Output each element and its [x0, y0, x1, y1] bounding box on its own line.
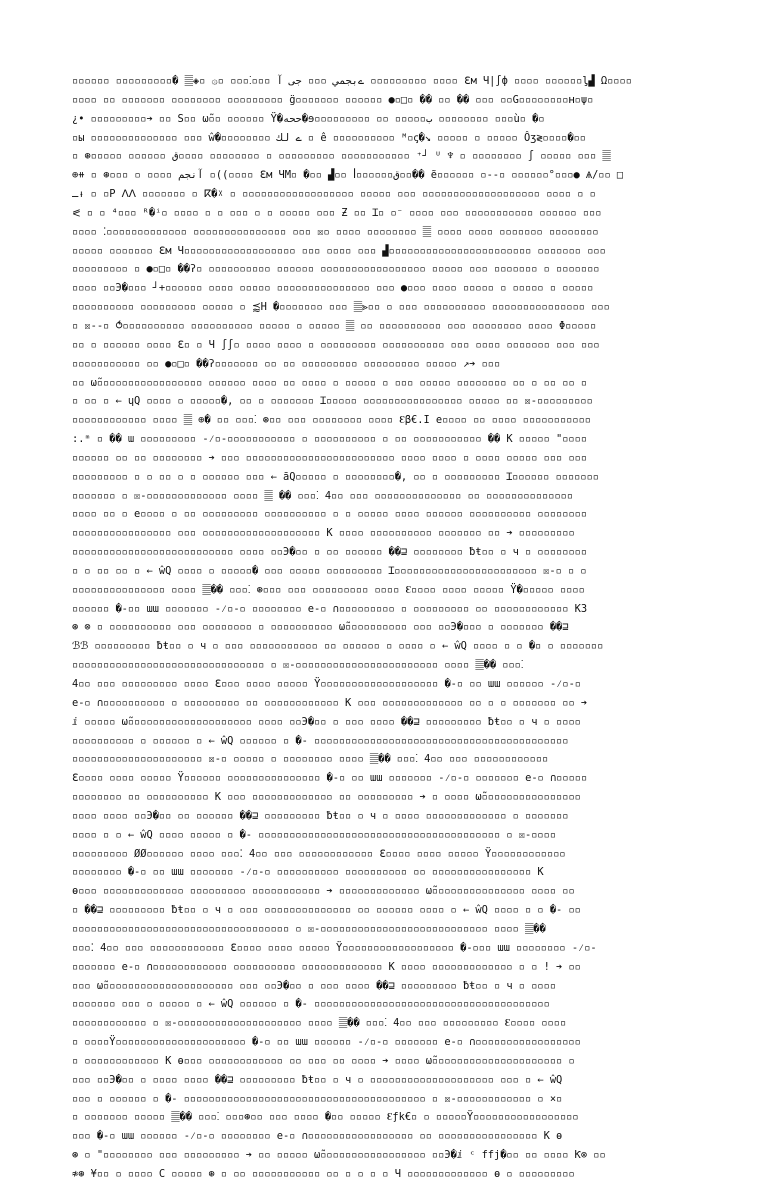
- text-line: ¿• ▫▫▫▫▫▫▫▫▫➔ ▫▫ S▫▫ ω̃▫▫ ▫▫▫▫▫▫ Ÿ�ححه�ɘ▫▫▫▫▫▫▫▫▫ ▫▫ ▫▫▫▫▫ب ▫▫▫▫▫▫▫▫ ▫▫▫ù▫ �▫: [72, 112, 545, 125]
- text-line: ⊕⧺ ▫ ⊛▫▫▫ ▫ ▫▫▫▫ آنجم ▫((▫▫▫▫ ℇм ЧМ▫ �▫▫ ▟▫▫ ꟾ▫▫▫▫▫▫ق▫▫�� ẽ▫▫▫▫▫▫ ▫--▫ ▫▫▫▫▫▫°▫▫▫● Ѧ/▫▫ □: [72, 169, 624, 182]
- text-line: ▫▫▫▫▫ ▫▫▫▫▫▫▫ ℇм Ч▫▫▫▫▫▫▫▫▫▫▫▫▫▫▫▫▫▫ ▫▫▫ ▫▫▫▫ ▫▫▫ ▟▫▫▫▫▫▫▫▫▫▫▫▫▫▫▫▫▫▫▫▫▫▫▫ ▫▫▫▫▫▫▫ ▫▫▫: [72, 244, 606, 257]
- text-line: ▫▫ ▫ ▫▫▫▫▫▫ ▫▫▫▫ ℇ▫ ▫ Ч ∫∫▫ ▫▫▫▫ ▫▫▫▫ ▫ ▫▫▫▫▫▫▫▫▫ ▫▫▫▫▫▫▫▫▫▫ ▫▫▫ ▫▫▫▫ ▫▫▫▫▫▫▫ ▫▫▫ ▫▫▫: [72, 338, 600, 351]
- text-line: ▫▫▫▫▫▫▫▫▫▫▫▫▫▫▫▫▫▫▫▫▫▫▫▫▫▫ ▫▫▫▫ ▫▫Э�▫▫ ▫ ▫▫ ▫▫▫▫▫▫ ��⊒ ▫▫▫▫▫▫▫▫ ƀŧ▫▫ ▫ ч ▫ ▫▫▫▫▫▫▫▫: [72, 546, 588, 559]
- text-line: ▫▫▫▫▫▫ �-▫▫ ɯɯ ▫▫▫▫▫▫▫ -⁄▫-▫ ▫▫▫▫▫▫▫▫ e-▫ ∩▫▫▫▫▫▫▫▫▫ ▫ ▫▫▫▫▫▫▫▫▫ ▫▫ ▫▫▫▫▫▫▫▫▫▫▫▫ K3: [72, 602, 588, 615]
- text-line: ▫▫▫ ▫▫Э�▫▫ ▫ ▫▫▫▫ ▫▫▫▫ ��⊒ ▫▫▫▫▫▫▫▫▫ ƀŧ▫▫ ▫ ч ▫ ▫▫▫▫▫▫▫▫▫▫▫▫▫▫▫▫▫▫▫▫ ▫▫▫ ▫ ← ŵQ: [72, 1073, 563, 1086]
- text-line: ▫▫ ω̃▫▫▫▫▫▫▫▫▫▫▫▫▫▫▫▫▫ ▫▫▫▫▫▫ ▫▫▫▫ ▫▫ ▫▫▫▫ ▫ ▫▫▫▫▫ ▫ ▫▫▫ ▫▫▫▫▫ ▫▫▫▫▫▫▫▫ ▫▫ ▫ ▫▫ ▫▫ ▫: [72, 376, 588, 389]
- text-line: ▫▫▫▫▫▫ ▫▫▫▫▫▫▫▫▫� 𝄛◈▫ ۞▫ ▫▫▫⁚▫▫▫ ےبجمي ▫▫▫ جى آ ▫▫▫▫▫▫▫▫▫ ▫▫▫▫ ℇм Ч|∫ф ▫▫▫▫ ▫▫▫▫▫▫ᶅ▟ Ω▫▫▫▫: [72, 75, 632, 87]
- text-line: ▫▫▫▫▫▫▫▫▫▫ ▫▫▫▫▫▫▫▫▫ ▫▫▫▫▫ ▫ ⪷H �▫▫▫▫▫▫▫ ▫▫▫ 𝄛⪢▫▫ ▫ ▫▫▫ ▫▫▫▫▫▫▫▫▫▫ ▫▫▫▫▫▫▫▫▫▫▫▫▫▫▫ ▫▫▫: [72, 301, 610, 314]
- text-line: ▫▫▫▫ ▫▫ ▫▫▫▫▫▫▫ ▫▫▫▫▫▫▫▫ ▫▫▫▫▫▫▫▫▫ g̈▫▫▫▫▫▫▫ ▫▫▫▫▫▫ ●▫□▫ �� ▫▫ �� ▫▫▫ ▫▫G▫▫▫▫▫▫▫▫ʜ▫ψ▫: [72, 93, 594, 106]
- text-line: ▫ ⊛▫▫▫▫▫ ▫▫▫▫▫▫ ق▫▫▫▫ ▫▫▫▫▫▫▫▫ ▫ ▫▫▫▫▫▫▫▫▫ ▫▫▫▫▫▫▫▫▫▫▫ ⁺┘ ᵁ ♆ ▫ ▫▫▫▫▫▫▫▫ ∫ ▫▫▫▫▫ ▫▫▫ 𝄛: [72, 150, 611, 163]
- text-line: ▫▫▫▫▫▫▫▫▫ ØØ▫▫▫▫▫▫ ▫▫▫▫ ▫▫▫⁚ 4▫▫ ▫▫▫ ▫▫▫▫▫▫▫▫▫▫▫▫ ℇ▫▫▫▫ ▫▫▫▫ ▫▫▫▫▫ Ÿ▫▫▫▫▫▫▫▫▫▫▫▫: [72, 847, 566, 860]
- text-line: ℇ▫▫▫▫ ▫▫▫▫ ▫▫▫▫▫ Ÿ▫▫▫▫▫▫ ▫▫▫▫▫▫▫▫▫▫▫▫▫▫▫ �-▫ ▫▫ ɯɯ ▫▫▫▫▫▫▫ -⁄▫-▫ ▫▫▫▫▫▫▫ e-▫ ∩▫▫▫▫▫: [72, 772, 588, 785]
- text-line: ▫▫▫▫▫▫▫ ▫ ☒-▫▫▫▫▫▫▫▫▫▫▫▫▫ ▫▫▫▫ 𝄛 �� ▫▫▫⁚ 4▫▫ ▫▫▫ ▫▫▫▫▫▫▫▫▫▫▫▫▫▫ ▫▫ ▫▫▫▫▫▫▫▫▫▫▫▫▫▫: [72, 489, 574, 502]
- text-line: ⊛ ▫ "▫▫▫▫▫▫▫▫ ▫▫▫ ▫▫▫▫▫▫▫▫▫ ➔ ▫▫ ▫▫▫▫▫ ω̃▫▫▫▫▫▫▫▫▫▫▫▫▫▫▫▫▫ ▫▫Э�ⅈ ᶜ ffj�▫▫ ▫▫ ▫▫▫▫ Ƙ⊗ ▫▫: [72, 1149, 606, 1162]
- text-line: ▫▫▫▫ ⁚▫▫▫▫▫▫▫▫▫▫▫▫▫ ▫▫▫▫▫▫▫▫▫▫▫▫▫▫▫ ▫▫▫ ☒▫ ▫▫▫▫ ▫▫▫▫▫▫▫▫ 𝄛 ▫▫▫▫ ▫▫▫▫ ▫▫▫▫▫▫▫ ▫▫▫▫▫▫▫▫: [72, 225, 599, 238]
- text-line: ▫ ▫▫ ▫ ← ɥQ ▫▫▫▫ ▫ ▫▫▫▫▫�, ▫▫ ▫ ▫▫▫▫▫▫▫ Ɪ▫▫▫▫▫ ▫▫▫▫▫▫▫▫▫▫▫▫▫▫▫▫ ▫▫▫▫▫ ▫▫ ☒-▫▫▫▫▫▫▫▫▫: [72, 395, 593, 408]
- text-line: ▫ы ▫▫▫▫▫▫▫▫▫▫▫▫▫▫ ▫▫▫ ŵ�▫▫▫▫▫▫▫▫ ے لك ▫ ê ▫▫▫▫▫▫▫▫▫▫ ᴹ▫ꞔ�↘ ▫▫▫▫▫ ▫ ▫▫▫▫▫ Ôʒ≷▫▫▫▫�▫▫: [72, 131, 587, 144]
- text-line: ▫▫▫▫▫▫▫▫▫▫ ▫ ▫▫▫▫▫▫ ▫ ← ŵQ ▫▫▫▫▫▫ ▫ �- ▫▫▫▫▫▫▫▫▫▫▫▫▫▫▫▫▫▫▫▫▫▫▫▫▫▫▫▫▫▫▫▫▫▫▫▫▫▫▫▫▫: [72, 734, 569, 747]
- text-line: ▫▫▫▫▫▫ ▫▫ ▫▫ ▫▫▫▫▫▫▫▫ ➔ ▫▫▫ ▫▫▫▫▫▫▫▫▫▫▫▫▫▫▫▫▫▫▫▫▫▫▫▫ ▫▫▫▫ ▫▫▫▫ ▫ ▫▫▫▫ ▫▫▫▫▫ ▫▫▫ ▫▫▫: [72, 451, 588, 464]
- text-line: :.ᵐ ▫ �� ɯ ▫▫▫▫▫▫▫▫▫ -⁄▫-▫▫▫▫▫▫▫▫▫▫▫ ▫ ▫▫▫▫▫▫▫▫▫▫ ▫ ▫▫ ▫▫▫▫▫▫▫▫▫▫▫ �� K ▫▫▫▫▫ "▫▫▫▫: [72, 433, 588, 446]
- text-line: e-▫ ∩▫▫▫▫▫▫▫▫▫▫ ▫ ▫▫▫▫▫▫▫▫▫ ▫▫ ▫▫▫▫▫▫▫▫▫▫▫▫ K ▫▫▫ ▫▫▫▫▫▫▫▫▫▫▫▫▫ ▫▫ ▫ ▫ ▫▫▫▫▫▫▫ ▫▫ ➔: [72, 696, 588, 709]
- text-line: ▫▫▫⁚ 4▫▫ ▫▫▫ ▫▫▫▫▫▫▫▫▫▫▫▫ ℇ▫▫▫▫ ▫▫▫▫ ▫▫▫▫▫ Ÿ▫▫▫▫▫▫▫▫▫▫▫▫▫▫▫▫▫▫ �-▫▫▫ ɯɯ ▫▫▫▫▫▫▫▫ -⁄▫-: [72, 941, 597, 954]
- text-line: ▫▫▫▫▫▫▫▫▫▫▫▫▫▫▫▫▫▫▫▫▫ ☒-▫ ▫▫▫▫▫ ▫ ▫▫▫▫▫▫▫▫ ▫▫▫▫ 𝄛�� ▫▫▫⁚ 4▫▫ ▫▫▫ ▫▫▫▫▫▫▫▫▫▫▫▫: [72, 753, 549, 766]
- text-line: ▫▫▫▫▫▫▫ ▫▫▫ ▫ ▫▫▫▫▫ ▫ ← ŵQ ▫▫▫▫▫▫ ▫ �- ▫▫▫▫▫▫▫▫▫▫▫▫▫▫▫▫▫▫▫▫▫▫▫▫▫▫▫▫▫▫▫▫▫▫▫▫▫▫: [72, 998, 550, 1011]
- text-line: ▫▫▫▫▫▫▫▫▫▫▫▫ ▫▫▫▫ 𝄛 ⊕� ▫▫ ▫▫▫⁚ ⊛▫▫ ▫▫▫ ▫▫▫▫▫▫▫▫ ▫▫▫▫ ℇβ€.I e▫▫▫▫ ▫▫ ▫▫▫▫ ▫▫▫▫▫▫▫▫▫▫▫: [72, 414, 592, 427]
- text-line: ▫▫▫▫ ▫▫ ▫ e▫▫▫▫ ▫ ▫▫ ▫▫▫▫▫▫▫▫▫ ▫▫▫▫▫▫▫▫▫▫ ▫ ▫ ▫▫▫▫▫ ▫▫▫▫ ▫▫▫▫▫▫ ▫▫▫▫▫▫▫▫▫▫ ▫▫▫▫▫▫▫▫: [72, 508, 588, 521]
- text-line: ـᵼ ▫ ▫P ⴷⴷ ▫▫▫▫▫▫▫ ▫ ⴽ�ᵡ ▫ ▫▫▫▫▫▫▫▫▫▫▫▫▫▫▫▫▫▫ ▫▫▫▫▫ ▫▫▫ ▫▫▫▫▫▫▫▫▫▫▫▫▫▫▫▫▫▫▫ ▫▫▫▫ ▫ ▫: [72, 188, 596, 201]
- text-line: ℬℬ ▫▫▫▫▫▫▫▫▫ ƀŧ▫▫ ▫ ч ▫ ▫▫▫ ▫▫▫▫▫▫▫▫▫▫▫ ▫▫ ▫▫▫▫▫▫ ▫ ▫▫▫▫ ▫ ← ŵQ ▫▫▫▫ ▫ ▫ �▫ ▫ ▫▫▫▫▫▫▫: [72, 640, 604, 653]
- text-line: 4▫▫ ▫▫▫ ▫▫▫▫▫▫▫▫▫ ▫▫▫▫ ℇ▫▫▫ ▫▫▫▫ ▫▫▫▫▫ Ÿ▫▫▫▫▫▫▫▫▫▫▫▫▫▫▫▫▫▫▫ �-▫ ▫▫ ɯɯ ▫▫▫▫▫▫ -⁄▫-▫: [72, 678, 581, 690]
- text-line: ▫▫▫ ω̃▫▫▫▫▫▫▫▫▫▫▫▫▫▫▫▫▫▫▫▫▫ ▫▫▫ ▫▫Э�▫▫ ▫ ▫▫▫ ▫▫▫▫ ��⊒ ▫▫▫▫▫▫▫▫▫ ƀŧ▫▫ ▫ ч ▫ ▫▫▫▫: [72, 979, 557, 992]
- text-line: ▫▫▫▫▫▫▫ e-▫ ∩▫▫▫▫▫▫▫▫▫▫▫▫ ▫▫▫▫▫▫▫▫▫▫ ▫▫▫▫▫▫▫▫▫▫▫▫▫ K ▫▫▫▫ ▫▫▫▫▫▫▫▫▫▫▫▫▫ ▫ ▫ ! ➔ ▫▫: [72, 960, 581, 973]
- text-line: ▫▫▫▫▫▫▫▫ ▫▫ ▫▫▫▫▫▫▫▫▫▫ K ▫▫▫ ▫▫▫▫▫▫▫▫▫▫▫▫▫ ▫▫ ▫▫▫▫▫▫▫▫▫ ➔ ▫ ▫▫▫▫ ω̃▫▫▫▫▫▫▫▫▫▫▫▫▫▫▫▫: [72, 791, 581, 804]
- text-line: ▫▫▫▫▫▫▫▫▫ ▫ ●▫□▫ ��ʔ▫ ▫▫▫▫▫▫▫▫▫▫ ▫▫▫▫▫▫ ▫▫▫▫▫▫▫▫▫▫▫▫▫▫▫▫▫ ▫▫▫▫▫ ▫▫▫ ▫▫▫▫▫▫▫ ▫ ▫▫▫▫▫▫▫: [72, 263, 600, 276]
- text-line: ▫ ▫▫▫▫▫▫▫ ▫▫▫▫▫ 𝄛�� ▫▫▫⁚ ▫▫▫⊛▫▫ ▫▫▫ ▫▫▫▫ �▫▫ ▫▫▫▫▫ ℇƒk€▫ ▫ ▫▫▫▫▫Ÿ▫▫▫▫▫▫▫▫▫▫▫▫▫▫▫▫▫: [72, 1111, 579, 1124]
- text-line: ⅈ ▫▫▫▫▫ ω̃▫▫▫▫▫▫▫▫▫▫▫▫▫▫▫▫▫▫▫▫ ▫▫▫▫ ▫▫Э�▫▫ ▫ ▫▫▫ ▫▫▫▫ ��⊒ ▫▫▫▫▫▫▫▫▫ ƀŧ▫▫ ▫ ч ▫ ▫▫▫▫: [72, 715, 581, 728]
- text-line: ▫▫▫▫▫▫▫▫▫▫▫▫ ▫ ☒-▫▫▫▫▫▫▫▫▫▫▫▫▫▫▫▫▫▫▫▫ ▫▫▫▫ 𝄛�� ▫▫▫⁚ 4▫▫ ▫▫▫ ▫▫▫▫▫▫▫▫▫ ℇ▫▫▫▫ ▫▫▫▫: [72, 1017, 567, 1030]
- text-line: ⊛ ⊗ ▫ ▫▫▫▫▫▫▫▫▫▫ ▫▫▫ ▫▫▫▫▫▫▫▫ ▫ ▫▫▫▫▫▫▫▫▫▫ ω̃▫▫▫▫▫▫▫▫▫▫ ▫▫▫ ▫▫Э�▫▫▫ ▫ ▫▫▫▫▫▫▫ ��⊒: [72, 621, 569, 634]
- text-line: ▫▫▫▫▫▫▫▫▫ ▫ ▫ ▫▫ ▫ ▫ ▫▫▫▫▫▫ ▫▫▫ ← āQ▫▫▫▫▫ ▫ ▫▫▫▫▫▫▫▫�, ▫▫ ▫ ▫▫▫▫▫▫▫▫▫ Ɪ▫▫▫▫▫▫ ▫▫▫▫▫▫▫: [72, 470, 600, 483]
- text-line: ▫▫▫▫ ▫ ▫ ← ŵQ ▫▫▫▫ ▫▫▫▫▫ ▫ �- ▫▫▫▫▫▫▫▫▫▫▫▫▫▫▫▫▫▫▫▫▫▫▫▫▫▫▫▫▫▫▫▫▫▫▫▫▫▫▫ ▫ ☒-▫▫▫▫: [72, 828, 557, 841]
- text-line: ▫ ▫▫▫▫▫▫▫▫▫▫▫▫ K ɵ▫▫▫ ▫▫▫▫▫▫▫▫▫▫▫▫ ▫▫ ▫▫▫ ▫▫ ▫▫▫▫ ➔ ▫▫▫▫ ω̃▫▫▫▫▫▫▫▫▫▫▫▫▫▫▫▫▫▫▫▫▫ ▫: [72, 1054, 575, 1067]
- text-line: ▫ ��⊒ ▫▫▫▫▫▫▫▫▫ ƀŧ▫▫ ▫ ч ▫ ▫▫▫ ▫▫▫▫▫▫▫▫▫▫▫▫▫▫ ▫▫ ▫▫▫▫▫▫ ▫▫▫▫ ▫ ← ŵQ ▫▫▫▫ ▫ ▫ �- ▫▫: [72, 904, 581, 917]
- text-line: ▫ ▫ ▫▫ ▫▫ ▫ ← ŵQ ▫▫▫▫ ▫ ▫▫▫▫▫� ▫▫▫ ▫▫▫▫▫ ▫▫▫▫▫▫▫▫▫ Ɪ▫▫▫▫▫▫▫▫▫▫▫▫▫▫▫▫▫▫▫▫▫▫▫ ☒-▫ ▫ ▫: [72, 564, 587, 577]
- text-line: ɵ▫▫▫ ▫▫▫▫▫▫▫▫▫▫▫▫▫ ▫▫▫▫▫▫▫▫▫ ▫▫▫▫▫▫▫▫▫▫▫ ➔ ▫▫▫▫▫▫▫▫▫▫▫▫▫ ω̃▫▫▫▫▫▫▫▫▫▫▫▫▫▫▫ ▫▫▫▫ ▫▫: [72, 885, 575, 898]
- text-line: ▫▫▫▫▫▫▫▫ �-▫ ▫▫ ɯɯ ▫▫▫▫▫▫▫ -⁄▫-▫ ▫▫▫▫▫▫▫▫▫▫ ▫▫▫▫▫▫▫▫▫▫ ▫▫ ▫▫▫▫▫▫▫▫▫▫▫▫▫▫▫▫ K: [72, 866, 544, 879]
- text-line: ▫▫▫▫▫▫▫▫▫▫▫▫▫▫▫▫ ▫▫▫ ▫▫▫▫▫▫▫▫▫▫▫▫▫▫▫▫▫▫▫ K ▫▫▫▫ ▫▫▫▫▫▫▫▫▫▫ ▫▫▫▫▫▫▫ ▫▫ ➔ ▫▫▫▫▫▫▫▫▫: [72, 527, 575, 540]
- text-line: ▫▫▫▫ ▫▫Э�▫▫▫ ┘+▫▫▫▫▫▫ ▫▫▫▫ ▫▫▫▫▫ ▫▫▫▫▫▫▫▫▫▫▫▫▫▫▫ ▫▫▫ ●▫▫▫ ▫▫▫▫ ▫▫▫▫▫ ▫ ▫▫▫▫▫ ▫ ▫▫▫▫▫: [72, 282, 594, 295]
- garbled-text-body: [72, 72, 692, 1184]
- text-line: ▫▫▫ ▫ ▫▫▫▫▫▫ ▫ �- ▫▫▫▫▫▫▫▫▫▫▫▫▫▫▫▫▫▫▫▫▫▫▫▫▫▫▫▫▫▫▫▫▫▫▫▫▫▫▫ ▫ ☒-▫▫▫▫▫▫▫▫▫▫▫▫ ▫ ×▫: [72, 1092, 563, 1105]
- text-line: ▫▫▫ �-▫ ɯɯ ▫▫▫▫▫▫ -⁄▫-▫ ▫▫▫▫▫▫▫▫ e-▫ ∩▫▫▫▫▫▫▫▫▫▫▫▫▫▫▫▫▫ ▫▫ ▫▫▫▫▫▫▫▫▫▫▫▫▫▫▫▫ K ɵ: [72, 1130, 563, 1143]
- text-line: ≉⊛ ¥▫▫ ▫ ▫▫▫▫ C ▫▫▫▫▫ ⊛ ▫ ▫▫ ▫▫▫▫▫▫▫▫▫▫▫ ▫▫ ▫ ▫ ▫ ▫ Ч ▫▫▫▫▫▫▫▫▫▫▫▫▫ ɵ ▫ ▫▫▫▫▫▫▫▫▫: [72, 1167, 575, 1180]
- text-line: ⪕ ▫ ▫ ⁴▫▫▫ ᴿ�ⁱ▫ ▫▫▫▫ ▫ ▫ ▫▫▫ ▫ ▫ ▫▫▫▫▫ ▫▫▫ Ƶ ▫▫ Ɪ▫ ▫⁻ ▫▫▫▫ ▫▫▫ ▫▫▫▫▫▫▫▫▫▫▫ ▫▫▫▫▫▫ ▫▫▫: [72, 206, 602, 219]
- text-line: ▫▫▫▫▫▫▫▫▫▫▫ ▫▫ ●▫□▫ ��ʔ▫▫▫▫▫▫▫ ▫▫ ▫▫ ▫▫▫▫▫▫▫▫▫ ▫▫▫▫▫▫▫▫▫ ▫▫▫▫▫ ↗➔ ▫▫▫: [72, 357, 501, 370]
- text-line: ▫ ▫▫▫▫Ÿ▫▫▫▫▫▫▫▫▫▫▫▫▫▫▫▫▫▫▫▫▫ �-▫ ▫▫ ɯɯ ▫▫▫▫▫▫ -⁄▫-▫ ▫▫▫▫▫▫▫ e-▫ ∩▫▫▫▫▫▫▫▫▫▫▫▫▫▫▫▫▫: [72, 1036, 581, 1049]
- text-line: ▫▫▫▫▫▫▫▫▫▫▫▫▫▫▫▫▫▫▫▫▫▫▫▫▫▫▫▫▫▫▫▫▫▫▫ ▫ ☒-▫▫▫▫▫▫▫▫▫▫▫▫▫▫▫▫▫▫▫▫▫▫▫▫▫▫▫ ▫▫▫▫ 𝄛��: [72, 922, 546, 935]
- text-line: ▫▫▫▫ ▫▫▫▫ ▫▫Э�▫▫ ▫▫ ▫▫▫▫▫▫ ��⊒ ▫▫▫▫▫▫▫▫▫ ƀŧ▫▫ ▫ ч ▫ ▫▫▫▫ ▫▫▫▫▫▫▫▫▫▫▫▫▫ ▫ ▫▫▫▫▫▫▫: [72, 809, 569, 822]
- text-line: ▫▫▫▫▫▫▫▫▫▫▫▫▫▫▫ ▫▫▫▫ 𝄛�� ▫▫▫⁚ ⊛▫▫▫ ▫▫▫ ▫▫▫▫▫▫▫▫▫ ▫▫▫▫ ℇ▫▫▫▫ ▫▫▫▫ ▫▫▫▫▫ Ÿ�▫▫▫▫▫ ▫▫▫▫: [72, 583, 585, 596]
- text-line: ▫ ☒--▫ ⥀▫▫▫▫▫▫▫▫▫▫ ▫▫▫▫▫▫▫▫▫▫ ▫▫▫▫▫ ▫ ▫▫▫▫▫ 𝄛 ▫▫ ▫▫▫▫▫▫▫▫▫▫ ▫▫▫ ▫▫▫▫▫▫▫▫ ▫▫▫▫ Φ▫▫▫▫▫: [72, 319, 597, 332]
- text-line: ▫▫▫▫▫▫▫▫▫▫▫▫▫▫▫▫▫▫▫▫▫▫▫▫▫▫▫▫▫▫▫ ▫ ☒-▫▫▫▫▫▫▫▫▫▫▫▫▫▫▫▫▫▫▫▫▫▫▫ ▫▫▫▫ 𝄛�� ▫▫▫⁚: [72, 659, 524, 672]
